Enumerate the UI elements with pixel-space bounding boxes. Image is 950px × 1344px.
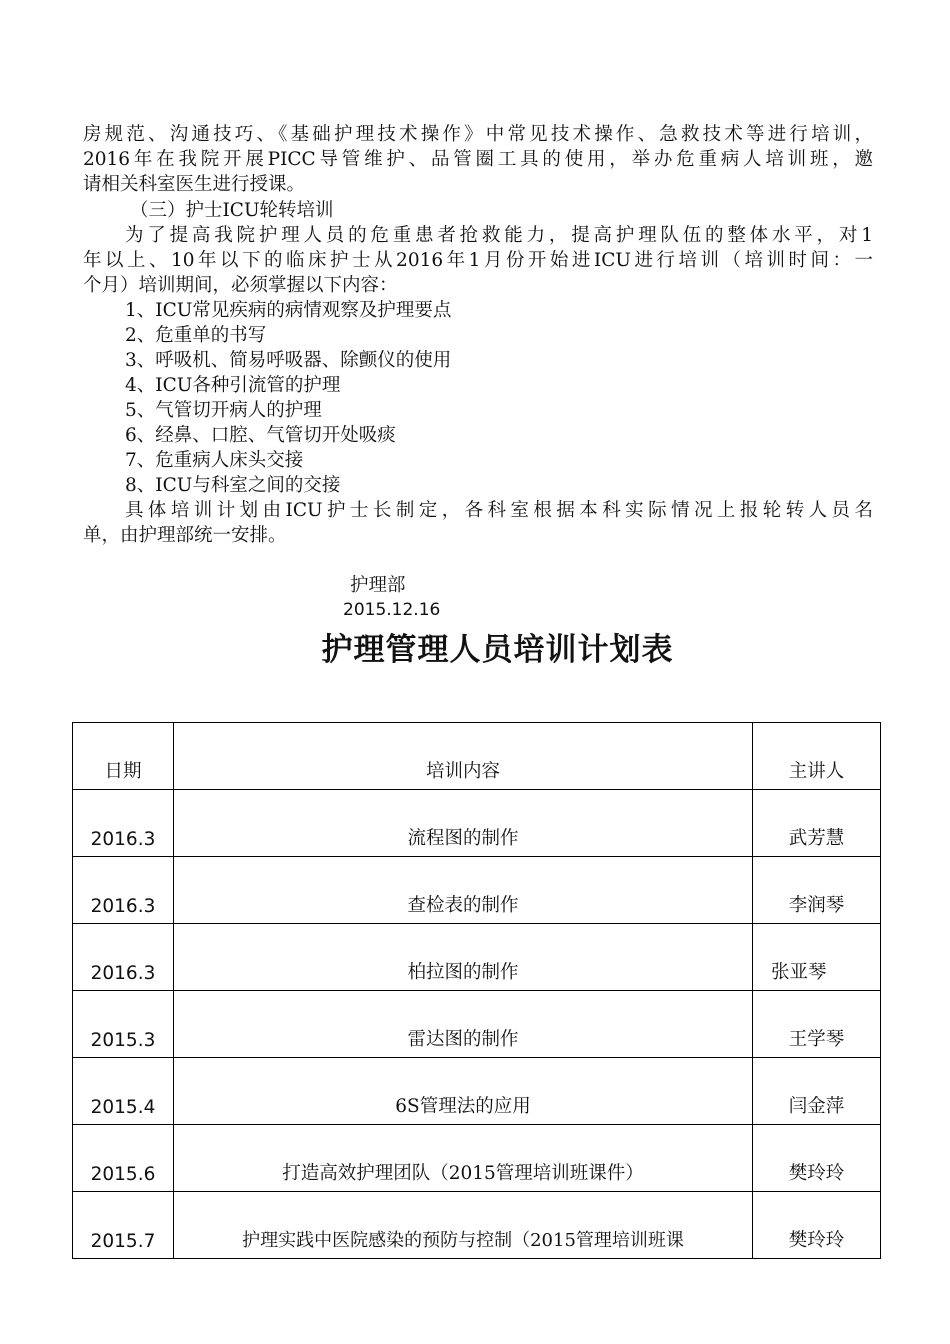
- row-content: 护理实践中医院感染的预防与控制（2015管理培训班课: [174, 1192, 753, 1259]
- body-line: 2016年在我院开展PICC导管维护、品管圈工具的使用，举办危重病人培训班，邀: [83, 149, 873, 170]
- table-row: [73, 1192, 881, 1259]
- row-date: 2016.3: [73, 790, 174, 857]
- intro-line: 个月）培训期间，必须掌握以下内容：: [83, 275, 398, 296]
- list-item: 5、气管切开病人的护理: [125, 400, 322, 421]
- section-heading: （三）护士ICU轮转培训: [130, 200, 334, 221]
- list-item: 7、危重病人床头交接: [125, 450, 304, 471]
- row-speaker: 闫金萍: [753, 1058, 881, 1125]
- table-row: [73, 857, 881, 924]
- signature-department: 护理部: [350, 575, 406, 596]
- row-date: 2016.3: [73, 857, 174, 924]
- header-date: 日期: [73, 723, 174, 790]
- header-speaker: 主讲人: [753, 723, 881, 790]
- table-row: [73, 790, 881, 857]
- training-plan-table: [72, 722, 881, 1259]
- row-date: 2015.4: [73, 1058, 174, 1125]
- body-line: 房规范、沟通技巧、《基础护理技术操作》中常见技术操作、急救技术等进行培训，: [83, 124, 873, 145]
- list-item: 4、ICU各种引流管的护理: [125, 375, 341, 396]
- row-speaker: 樊玲玲: [753, 1125, 881, 1192]
- row-speaker: 樊玲玲: [753, 1192, 881, 1259]
- table-row: [73, 924, 881, 991]
- intro-line: 为了提高我院护理人员的危重患者抢救能力，提高护理队伍的整体水平，对1: [125, 225, 873, 246]
- closing-line: 具体培训计划由ICU护士长制定，各科室根据本科实际情况上报轮转人员名: [125, 500, 873, 521]
- row-date: 2015.7: [73, 1192, 174, 1259]
- row-date: 2016.3: [73, 924, 174, 991]
- row-speaker: 张亚琴: [753, 924, 881, 991]
- row-date: 2015.3: [73, 991, 174, 1058]
- list-item: 6、经鼻、口腔、气管切开处吸痰: [125, 425, 396, 446]
- table-header-row: [73, 723, 881, 790]
- list-item: 1、ICU常见疾病的病情观察及护理要点: [125, 300, 452, 321]
- row-speaker: 武芳慧: [753, 790, 881, 857]
- row-content: 柏拉图的制作: [174, 924, 753, 991]
- row-content: 查检表的制作: [174, 857, 753, 924]
- list-item: 8、ICU与科室之间的交接: [125, 475, 341, 496]
- closing-line: 单，由护理部统一安排。: [83, 525, 287, 546]
- intro-line: 年以上、10年以下的临床护士从2016年1月份开始进ICU进行培训（培训时间：一: [83, 250, 873, 271]
- list-item: 3、呼吸机、简易呼吸器、除颤仪的使用: [125, 350, 452, 371]
- plan-title: 护理管理人员培训计划表: [321, 632, 674, 668]
- row-content: 6S管理法的应用: [174, 1058, 753, 1125]
- row-content: 雷达图的制作: [174, 991, 753, 1058]
- body-line: 请相关科室医生进行授课。: [83, 174, 306, 195]
- signature-date: 2015.12.16: [343, 600, 441, 620]
- list-item: 2、危重单的书写: [125, 325, 267, 346]
- row-content: 打造高效护理团队（2015管理培训班课件）: [174, 1125, 753, 1192]
- table-row: [73, 1058, 881, 1125]
- row-speaker: 王学琴: [753, 991, 881, 1058]
- table-row: [73, 1125, 881, 1192]
- header-content: 培训内容: [174, 723, 753, 790]
- table-row: [73, 991, 881, 1058]
- row-content: 流程图的制作: [174, 790, 753, 857]
- row-date: 2015.6: [73, 1125, 174, 1192]
- row-speaker: 李润琴: [753, 857, 881, 924]
